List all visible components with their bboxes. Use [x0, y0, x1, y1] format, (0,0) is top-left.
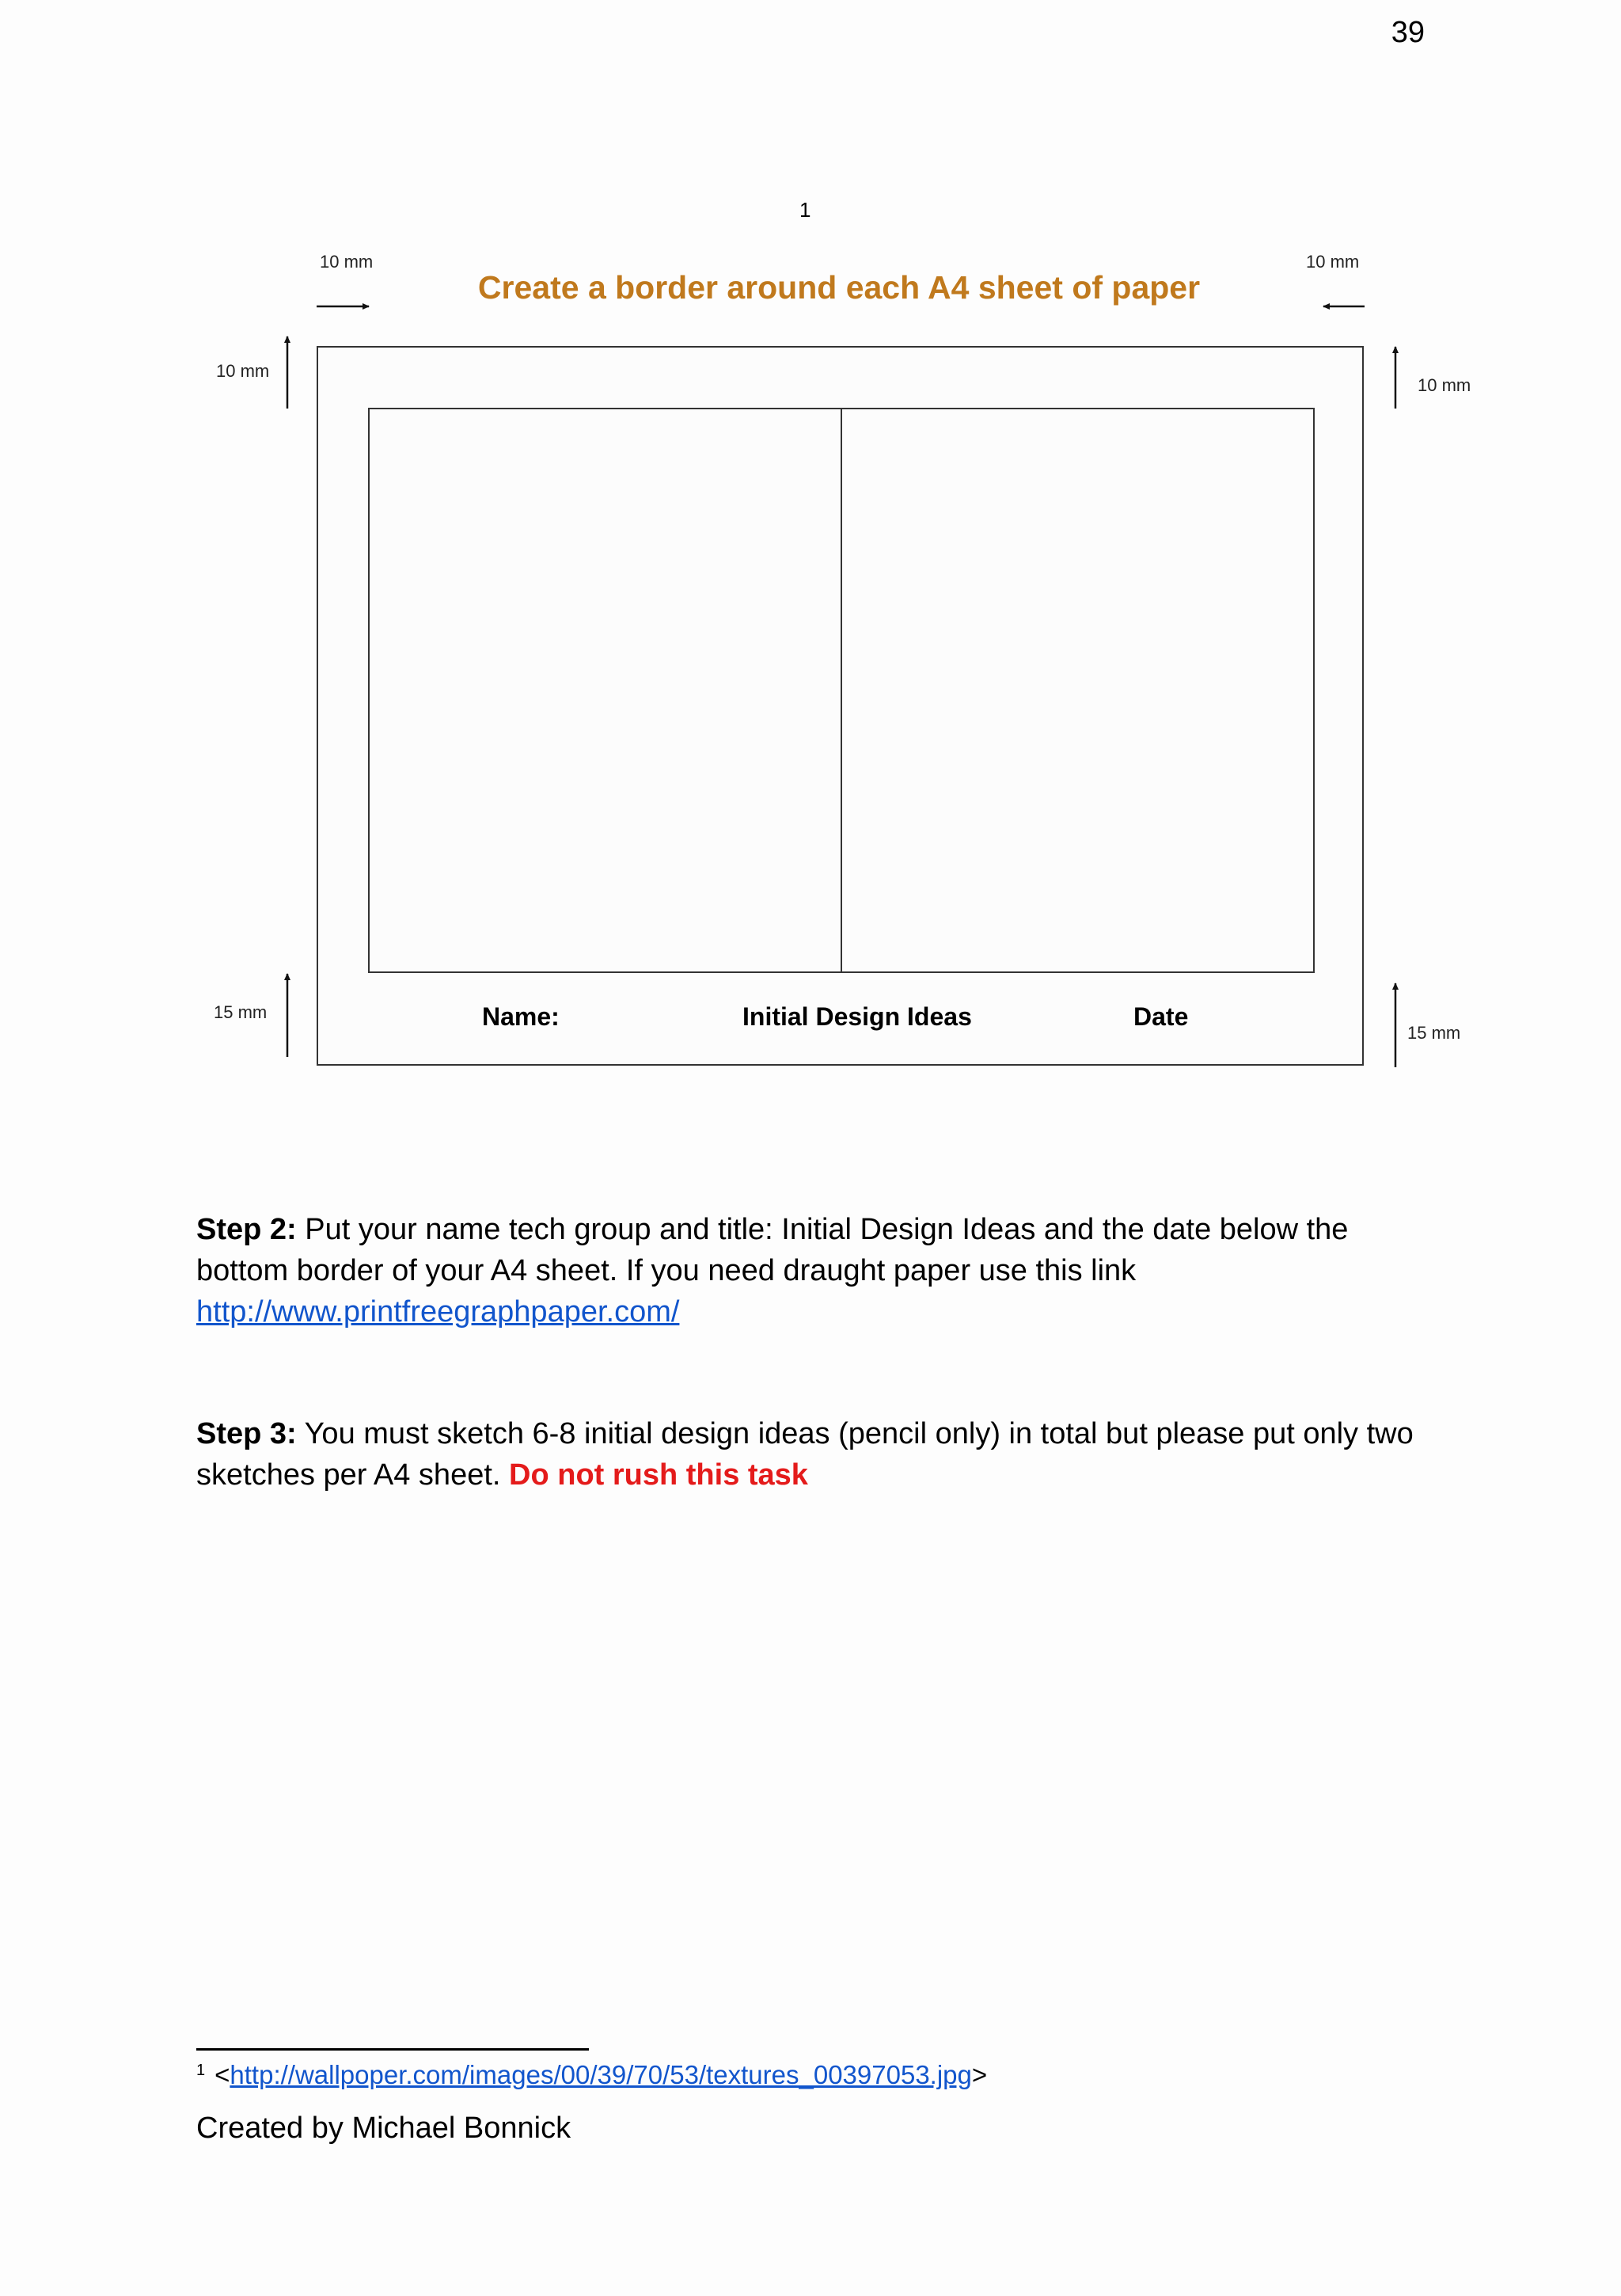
figure-title: Create a border around each A4 sheet of paper: [477, 269, 1201, 306]
step-2-paragraph: [196, 1209, 1431, 1332]
footnote: [196, 2060, 987, 2090]
step-2-label: Step 2:: [196, 1213, 297, 1246]
sheet-date-label: Date: [1133, 1002, 1189, 1031]
sheet-name-label: Name:: [482, 1002, 560, 1031]
margin-label-left-top: 10 mm: [216, 361, 270, 381]
step-2-text: Put your name tech group and title: Initial Design Ideas and the date below the bottom border of your A4 sheet. If you need draught paper use this link: [196, 1213, 1349, 1287]
margin-label-right-bottom: 15 mm: [1407, 1023, 1461, 1043]
step-3-text: You must sketch 6-8 initial design ideas (pencil only) in total but please put only two sketches per A4 sheet.: [196, 1417, 1414, 1492]
step-3-paragraph: [196, 1413, 1431, 1496]
figure-footnote-marker: 1: [799, 198, 811, 222]
footnote-divider: [196, 2048, 589, 2051]
step-3-warning: Do not rush this task: [509, 1458, 808, 1492]
footnote-close-bracket: >: [971, 2060, 988, 2089]
margin-label-top-right: 10 mm: [1306, 252, 1360, 272]
sheet-title-label: Initial Design Ideas: [742, 1002, 972, 1031]
step-3-label: Step 3:: [196, 1417, 297, 1450]
sketch-area-divider: [841, 408, 842, 973]
margin-label-left-bottom: 15 mm: [214, 1002, 268, 1022]
page-number: 39: [1391, 16, 1425, 49]
margin-label-right-top: 10 mm: [1418, 375, 1471, 395]
footnote-marker: 1: [196, 2062, 206, 2079]
footnote-link[interactable]: http://wallpoper.com/images/00/39/70/53/textures_00397053.jpg: [230, 2060, 972, 2089]
author-credit: Created by Michael Bonnick: [196, 2112, 571, 2145]
footnote-open-bracket: <: [214, 2060, 230, 2089]
margin-label-top-left: 10 mm: [320, 252, 374, 272]
graph-paper-link[interactable]: http://www.printfreegraphpaper.com/: [196, 1295, 680, 1329]
